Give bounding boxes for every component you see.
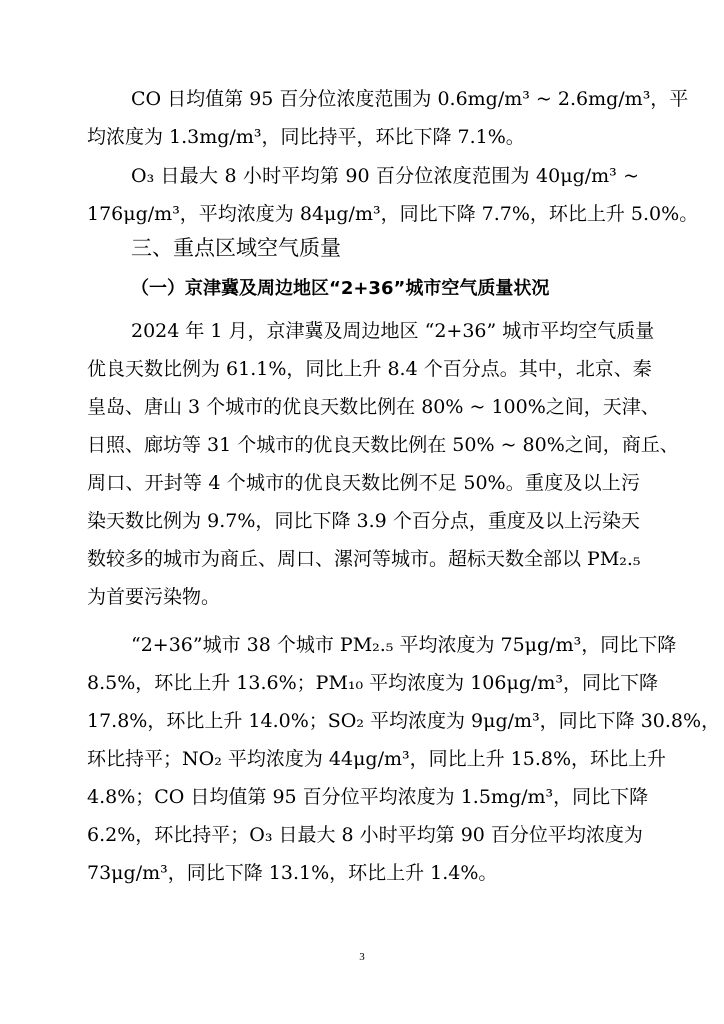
- paragraph-region-line-8: 为首要污染物。: [87, 586, 221, 608]
- paragraph-pollutants-line-7: 73μg/m³，同比下降 13.1%，环比上升 1.4%。: [87, 862, 498, 884]
- paragraph-co-line-1: CO 日均值第 95 百分位浓度范围为 0.6mg/m³ ~ 2.6mg/m³，平: [131, 88, 689, 110]
- paragraph-o3-line-1: O₃ 日最大 8 小时平均第 90 百分位浓度范围为 40μg/m³ ~: [131, 165, 639, 187]
- paragraph-co-line-2: 均浓度为 1.3mg/m³，同比持平，环比下降 7.1%。: [87, 126, 525, 148]
- paragraph-region-line-6: 染天数比例为 9.7%，同比下降 3.9 个百分点，重度及以上污染天: [87, 510, 640, 532]
- paragraph-region-line-4: 日照、廊坊等 31 个城市的优良天数比例在 50% ~ 80%之间，商丘、: [87, 434, 679, 456]
- paragraph-region-line-2: 优良天数比例为 61.1%，同比上升 8.4 个百分点。其中，北京、秦: [87, 358, 652, 380]
- paragraph-pollutants-line-6: 6.2%，环比持平；O₃ 日最大 8 小时平均第 90 百分位平均浓度为: [87, 824, 643, 846]
- paragraph-pollutants-line-1: “2+36”城市 38 个城市 PM₂.₅ 平均浓度为 75μg/m³，同比下降: [131, 634, 677, 656]
- paragraph-pollutants-line-5: 4.8%；CO 日均值第 95 百分位平均浓度为 1.5mg/m³，同比下降: [87, 786, 649, 808]
- section-heading: 三、重点区域空气质量: [131, 236, 341, 260]
- page-number: 3: [359, 951, 365, 963]
- paragraph-pollutants-line-3: 17.8%，环比上升 14.0%；SO₂ 平均浓度为 9μg/m³，同比下降 30.8%，: [87, 710, 721, 732]
- paragraph-region-line-5: 周口、开封等 4 个城市的优良天数比例不足 50%。重度及以上污: [87, 472, 640, 494]
- paragraph-o3-line-2: 176μg/m³，平均浓度为 84μg/m³，同比下降 7.7%，环比上升 5.0%。: [87, 203, 699, 225]
- subsection-heading: （一）京津冀及周边地区“2+36”城市空气质量状况: [131, 278, 550, 299]
- paragraph-pollutants-line-2: 8.5%，环比上升 13.6%；PM₁₀ 平均浓度为 106μg/m³，同比下降: [87, 672, 659, 694]
- paragraph-region-line-1: 2024 年 1 月，京津冀及周边地区 “2+36” 城市平均空气质量: [131, 320, 655, 342]
- paragraph-pollutants-line-4: 环比持平；NO₂ 平均浓度为 44μg/m³，同比上升 15.8%，环比上升: [87, 748, 667, 770]
- paragraph-region-line-3: 皇岛、唐山 3 个城市的优良天数比例在 80% ~ 100%之间，天津、: [87, 396, 660, 418]
- paragraph-region-line-7: 数较多的城市为商丘、周口、漯河等城市。超标天数全部以 PM₂.₅: [87, 548, 641, 570]
